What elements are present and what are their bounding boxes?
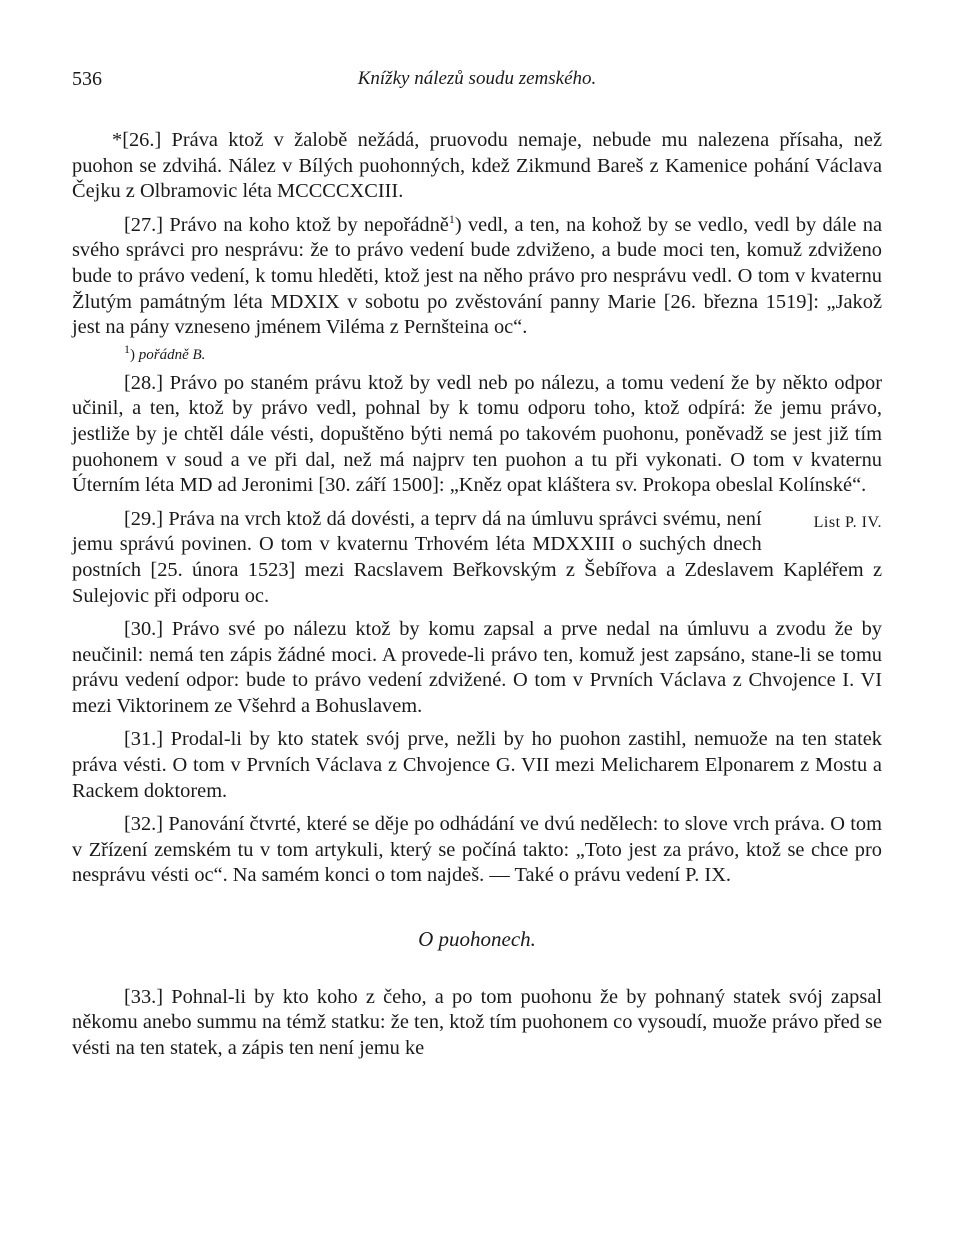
- section-heading: O puohonech.: [418, 927, 536, 952]
- paragraph-30: [30.] Právo své po nálezu ktož by komu zapsal a prve nedal na úmluvu a zvodu že by neučinil: nemá ten zápis žádné moci. A provede-li právo ten, komuž jest zapsáno, stane-li se tomu právu vedení odpor: bude to právo vedení zdvižené. O tom v Prvních Václava z Chvojence I. VI mezi Viktorinem ze Všehrd a Bohuslavem.: [72, 618, 882, 717]
- page-number: 536: [72, 68, 102, 90]
- paragraph-27-part1: [27.] Právo na koho ktož by nepořádně: [124, 213, 449, 236]
- footnote-text: pořádně B.: [138, 346, 206, 363]
- body-text: [72, 128, 882, 1061]
- running-title: Knížky nálezů soudu zemského.: [357, 68, 597, 89]
- paragraph-27: [72, 213, 882, 341]
- paragraph-29: [72, 507, 882, 609]
- page-header: [72, 68, 882, 98]
- paragraph-33: [33.] Pohnal-li by kto koho z čeho, a po tom puohonu že by pohnaný statek svój zapsal někomu anebo summu na témž statku: že ten, ktož tím puohonem co vysoudí, muože právo před se vésti na ten statek, a zápis ten není jemu ke: [72, 985, 882, 1059]
- paragraph-27-part2: ) vedl, a ten, na kohož by se vedlo, vedl by dále na svého správci pro nesprávu: že to právo vedení bude zdviženo, a bude moci ten, komuž zdviženo bude to právo vedení, k tomu hleděti, ktož jest na něho právo pro nesprávu vedl. O tom v kvaternu Žlutým památným léta MDXIX v sobotu po zvěstování panny Marie [26. března 1519]: „Jakož jest na pány vzneseno jménem Viléma z Pernšteina oc“.: [72, 213, 883, 339]
- paragraph-32: [32.] Panování čtvrté, které se děje po odhádání ve dvú nedělech: to slove vrch práva. O tom v Zřízení zemském tu v tom artykuli, který se počíná takto: „Toto jest za právo, ktož se chce pro nesprávu vésti oc“. Na samém konci o tom najdeš. — Také o právu vedení P. IX.: [72, 813, 882, 887]
- margin-reference: List P. IV.: [813, 513, 882, 531]
- paragraph-29-text: [29.] Práva na vrch ktož dá dovésti, a teprv dá na úmluvu správci svému, není jemu správú povinen. O tom v kvaternu Trhovém léta MDXXIII o suchých dnech postních [25. února 1523] mezi Racslavem Beřkovským z Šebířova a Zdeslavem Kapléřem z Sulejovic při odporu oc.: [72, 507, 882, 607]
- footnote-number: 1: [124, 341, 130, 356]
- footnote: $^1$) pořádně B.: [124, 341, 206, 363]
- footnote-marker: 1: [448, 211, 455, 226]
- paragraph-31: [31.] Prodal-li by kto statek svój prve, nežli by ho puohon zastihl, nemuože na ten statek práva vésti. O tom v Prvních Václava z Chvojence G. VII mezi Melicharem Elponarem z Mostu a Rackem doktorem.: [72, 728, 882, 802]
- paragraph-28: [28.] Právo po staném právu ktož by vedl neb po nálezu, a tomu vedení že by někto odpor učinil, a ten, ktož by právo vedl, pohnal by k tomu odporu toho, ktož odpírá: že jemu právo, jestliže by je chtěl dále vésti, dopuštěno býti nemá po takovém puohonu, poněvadž se jest již tím puohonem v soud a ve při dal, než má najprv ten puohon a tu při vykonati. O tom v kvaternu Úterním léta MD ad Jeronimi [30. září 1500]: „Kněz opat kláštera sv. Prokopa obeslal Kolínské“.: [72, 371, 882, 497]
- paragraph-26: *[26.] Práva ktož v žalobě nežádá, pruovodu nemaje, nebude mu nalezena přísaha, než puohon se zdvihá. Nález v Bílých puohonných, kdež Zikmund Bareš z Kamenice pohání Václava Čejku z Olbramovic léta MCCCCXCIII.: [72, 129, 882, 203]
